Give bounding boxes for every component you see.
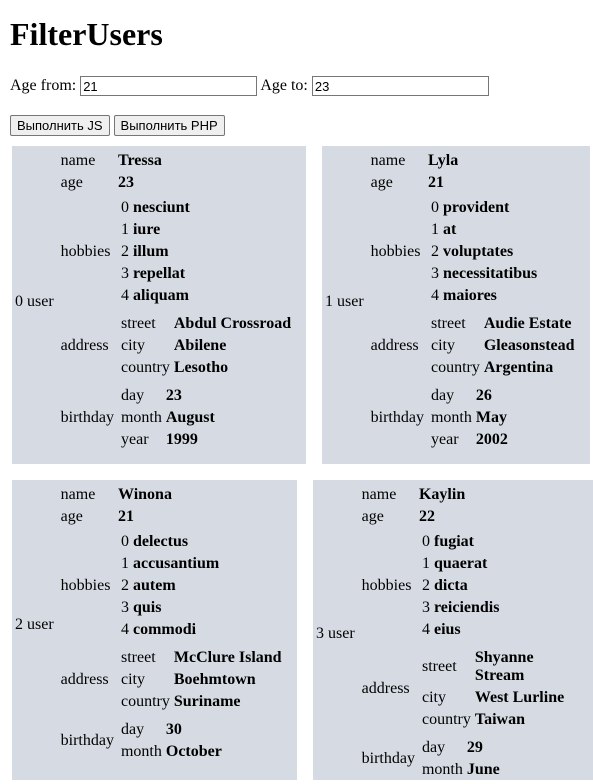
hobby-index: 0 — [120, 199, 129, 216]
field-row — [120, 314, 292, 334]
street-label: street — [430, 315, 466, 332]
day-value: 29 — [466, 739, 483, 756]
month-label: month — [421, 761, 463, 778]
nested-table — [118, 384, 218, 452]
user-label: user — [337, 293, 364, 310]
hobby-value: repellat — [132, 265, 186, 282]
field-row — [421, 760, 501, 780]
field-row — [421, 688, 585, 708]
year-label: year — [120, 431, 149, 448]
user-index: 3 — [316, 625, 324, 642]
user-card — [12, 146, 306, 464]
country-value: Lesotho — [173, 359, 229, 376]
nested-table — [419, 530, 502, 642]
age-label: age — [361, 508, 384, 525]
street-label: street — [421, 658, 457, 675]
hobby-index: 2 — [430, 243, 439, 260]
hobby-index: 4 — [120, 287, 129, 304]
nested-table — [118, 530, 222, 642]
user-age: 21 — [427, 174, 444, 191]
hobby-value: iure — [132, 221, 161, 238]
user-name: Tressa — [117, 152, 162, 169]
user-label: user — [27, 616, 54, 633]
age-label: age — [370, 174, 393, 191]
hobbies-label: hobbies — [60, 243, 111, 260]
hobby-value: fugiat — [433, 533, 474, 550]
field-row — [430, 430, 509, 450]
birthday-fields — [117, 383, 295, 453]
hobby-index: 4 — [120, 621, 129, 638]
hobbies-label: hobbies — [370, 243, 421, 260]
hobbies-label: hobbies — [361, 577, 412, 594]
user-table — [12, 146, 300, 458]
name-label: name — [361, 486, 397, 503]
hobbies-list — [117, 529, 286, 643]
street-value: Audie Estate — [483, 315, 572, 332]
field-row — [120, 692, 283, 712]
day-value: 26 — [475, 387, 492, 404]
hobby-index: 0 — [421, 533, 430, 550]
user-table — [12, 480, 291, 770]
field-row — [120, 408, 216, 428]
hobby-value: nesciunt — [132, 199, 190, 216]
year-label: year — [430, 431, 459, 448]
street-value: McClure Island — [173, 649, 282, 666]
hobby-row — [120, 598, 220, 618]
street-label: street — [120, 315, 156, 332]
field-row — [361, 507, 588, 527]
field-row — [430, 358, 576, 378]
month-value: June — [466, 761, 500, 778]
nested-table — [428, 196, 540, 308]
birthday-label: birthday — [361, 750, 415, 767]
hobby-index: 1 — [421, 555, 430, 572]
hobby-row — [430, 242, 538, 262]
name-label: name — [370, 152, 406, 169]
hobby-row — [430, 264, 538, 284]
field-row — [421, 710, 585, 730]
country-label: country — [430, 359, 480, 376]
day-label: day — [120, 721, 145, 738]
user-card — [12, 480, 297, 780]
user-card — [313, 480, 593, 780]
hobbies-row — [361, 529, 588, 643]
hobby-row — [120, 532, 220, 552]
address-fields — [418, 645, 588, 733]
field-row — [370, 173, 579, 193]
hobby-value: reiciendis — [433, 599, 500, 616]
day-label: day — [421, 739, 446, 756]
nested-table — [118, 312, 294, 380]
user-label: user — [27, 293, 54, 310]
user-age: 23 — [117, 174, 134, 191]
address-fields — [117, 645, 286, 715]
hobbies-row — [60, 195, 295, 309]
country-value: Suriname — [173, 693, 241, 710]
country-value: Taiwan — [474, 711, 525, 728]
hobby-row — [120, 576, 220, 596]
month-label: month — [120, 409, 162, 426]
month-label: month — [430, 409, 472, 426]
hobby-value: commodi — [132, 621, 197, 638]
street-value: Shyanne Stream — [474, 649, 534, 684]
field-row — [60, 151, 295, 171]
name-label: name — [60, 486, 96, 503]
hobby-index: 3 — [421, 599, 430, 616]
day-label: day — [430, 387, 455, 404]
address-label: address — [361, 680, 410, 697]
country-value: Argentina — [483, 359, 554, 376]
hobby-value: voluptates — [442, 243, 514, 260]
hobby-value: accusantium — [132, 555, 220, 572]
filter-bar — [10, 74, 593, 98]
hobby-row — [430, 220, 538, 240]
address-row — [60, 311, 295, 381]
hobby-row — [120, 620, 220, 640]
hobby-index: 2 — [120, 243, 129, 260]
birthday-fields — [427, 383, 579, 453]
birthday-label: birthday — [60, 409, 114, 426]
user-details — [57, 148, 298, 456]
user-grid — [10, 144, 593, 784]
user-card — [322, 146, 590, 464]
field-row — [430, 336, 576, 356]
hobby-index: 1 — [430, 221, 439, 238]
field-row — [421, 648, 585, 686]
run-php-button[interactable]: Выполнить PHP — [114, 115, 225, 136]
address-fields — [427, 311, 579, 381]
field-row — [120, 336, 292, 356]
day-label: day — [120, 387, 145, 404]
hobby-index: 0 — [120, 533, 129, 550]
city-label: city — [120, 337, 145, 354]
user-fields — [58, 483, 288, 767]
user-details — [358, 482, 591, 784]
city-value: West Lurline — [474, 689, 565, 706]
street-label: street — [120, 649, 156, 666]
name-label: name — [60, 152, 96, 169]
user-fields — [368, 149, 581, 455]
address-row — [361, 645, 588, 733]
birthday-fields — [117, 717, 286, 765]
city-value: Gleasonstead — [483, 337, 575, 354]
user-table — [322, 146, 584, 458]
hobby-value: aliquam — [132, 287, 189, 304]
hobby-index: 3 — [120, 599, 129, 616]
field-row — [120, 358, 292, 378]
hobby-value: at — [442, 221, 457, 238]
year-value: 2002 — [475, 431, 508, 448]
user-index: 1 — [325, 293, 333, 310]
hobby-row — [421, 554, 500, 574]
field-row — [60, 485, 286, 505]
hobby-index: 0 — [430, 199, 439, 216]
field-row — [430, 408, 509, 428]
nested-table — [118, 196, 193, 308]
hobby-value: quaerat — [433, 555, 488, 572]
user-details — [367, 148, 582, 456]
month-value: May — [475, 409, 507, 426]
hobbies-list — [418, 529, 588, 643]
hobby-index: 4 — [430, 287, 439, 304]
user-name: Kaylin — [418, 486, 466, 503]
hobby-value: necessitatibus — [442, 265, 538, 282]
country-label: country — [421, 711, 471, 728]
city-label: city — [430, 337, 455, 354]
user-details — [57, 482, 289, 768]
field-row — [430, 314, 576, 334]
user-table — [313, 480, 593, 784]
hobbies-list — [427, 195, 579, 309]
age-label: age — [60, 174, 83, 191]
field-row — [120, 430, 216, 450]
field-row — [120, 648, 283, 668]
run-js-button[interactable]: Выполнить JS — [10, 115, 110, 136]
address-label: address — [60, 337, 109, 354]
hobby-row — [421, 620, 500, 640]
nested-table — [428, 312, 578, 380]
country-label: country — [120, 693, 170, 710]
field-row — [120, 742, 223, 762]
hobby-row — [120, 242, 191, 262]
hobby-value: provident — [442, 199, 510, 216]
hobby-value: quis — [132, 599, 162, 616]
field-row — [430, 386, 509, 406]
year-value: 1999 — [165, 431, 198, 448]
country-label: country — [120, 359, 170, 376]
age-from-input[interactable] — [80, 76, 257, 96]
user-fields — [359, 483, 590, 784]
user-index: 0 — [15, 293, 23, 310]
hobby-index: 4 — [421, 621, 430, 638]
hobby-index: 2 — [120, 577, 129, 594]
user-index: 2 — [15, 616, 23, 633]
user-name: Lyla — [427, 152, 459, 169]
hobby-value: dicta — [433, 577, 468, 594]
day-value: 30 — [165, 721, 182, 738]
address-row — [370, 311, 579, 381]
hobby-row — [430, 198, 538, 218]
age-to-label: Age to: — [260, 77, 308, 94]
nested-table — [118, 646, 285, 714]
hobby-value: maiores — [442, 287, 497, 304]
month-value: August — [165, 409, 215, 426]
city-label: city — [120, 671, 145, 688]
nested-table — [118, 718, 225, 764]
user-label: user — [328, 625, 355, 642]
city-value: Abilene — [173, 337, 227, 354]
birthday-row — [370, 383, 579, 453]
birthday-fields — [418, 735, 588, 783]
nested-table — [419, 736, 503, 782]
birthday-row — [60, 717, 286, 765]
hobby-value: delectus — [132, 533, 189, 550]
address-label: address — [370, 337, 419, 354]
field-row — [60, 507, 286, 527]
action-buttons — [10, 115, 593, 136]
user-age: 21 — [117, 508, 134, 525]
hobby-index: 2 — [421, 577, 430, 594]
hobby-index: 3 — [120, 265, 129, 282]
nested-table — [428, 384, 511, 452]
hobbies-label: hobbies — [60, 577, 111, 594]
address-label: address — [60, 671, 109, 688]
hobbies-row — [60, 529, 286, 643]
street-value: Abdul Crossroad — [173, 315, 292, 332]
age-from-label: Age from: — [10, 77, 77, 94]
age-to-input[interactable] — [312, 76, 489, 96]
birthday-label: birthday — [60, 732, 114, 749]
field-row — [60, 173, 295, 193]
city-label: city — [421, 689, 446, 706]
age-label: age — [60, 508, 83, 525]
hobby-value: illum — [132, 243, 169, 260]
nested-table — [419, 646, 587, 732]
page-title: FilterUsers — [10, 16, 163, 52]
month-label: month — [120, 743, 162, 760]
field-row — [120, 670, 283, 690]
hobby-index: 1 — [120, 555, 129, 572]
hobbies-row — [370, 195, 579, 309]
hobby-row — [421, 576, 500, 596]
month-value: October — [165, 743, 222, 760]
user-name: Winona — [117, 486, 172, 503]
hobby-row — [120, 220, 191, 240]
birthday-row — [361, 735, 588, 783]
address-row — [60, 645, 286, 715]
hobby-row — [120, 198, 191, 218]
hobby-index: 3 — [430, 265, 439, 282]
field-row — [120, 386, 216, 406]
hobby-value: autem — [132, 577, 176, 594]
hobby-index: 1 — [120, 221, 129, 238]
birthday-label: birthday — [370, 409, 424, 426]
hobby-row — [120, 286, 191, 306]
field-row — [120, 720, 223, 740]
hobby-row — [421, 598, 500, 618]
hobby-row — [421, 532, 500, 552]
field-row — [421, 738, 501, 758]
field-row — [361, 485, 588, 505]
hobby-row — [120, 264, 191, 284]
hobbies-list — [117, 195, 295, 309]
hobby-row — [430, 286, 538, 306]
hobby-row — [120, 554, 220, 574]
user-fields — [58, 149, 297, 455]
user-age: 22 — [418, 508, 435, 525]
field-row — [370, 151, 579, 171]
day-value: 23 — [165, 387, 182, 404]
address-fields — [117, 311, 295, 381]
birthday-row — [60, 383, 295, 453]
hobby-value: eius — [433, 621, 461, 638]
city-value: Boehmtown — [173, 671, 256, 688]
